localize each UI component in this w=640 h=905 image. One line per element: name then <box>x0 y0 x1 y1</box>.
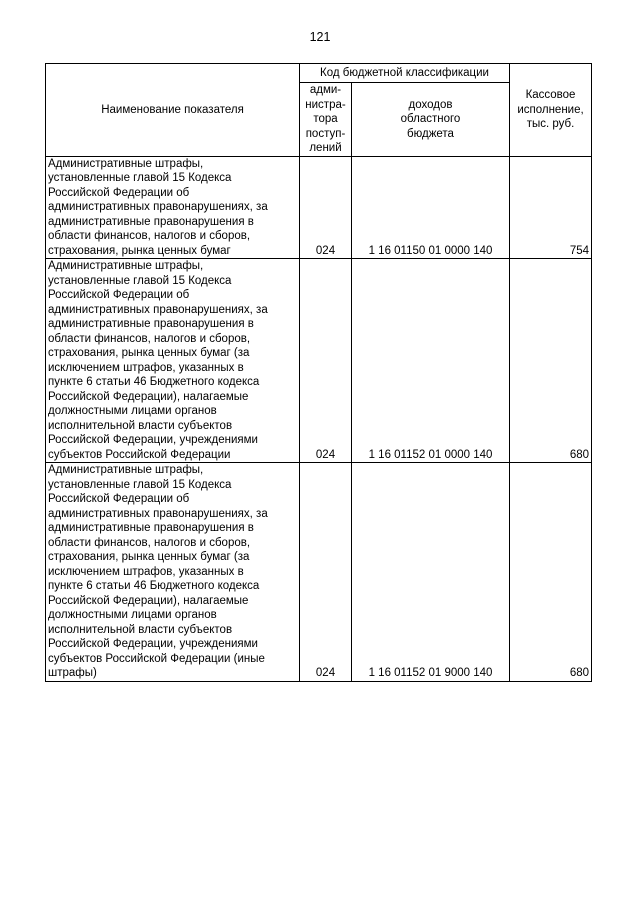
row-administrator-code: 024 <box>300 156 352 259</box>
row-cash-execution: 680 <box>510 259 592 463</box>
row-indicator-name: Административные штрафы, установленные главой 15 Кодекса Российской Федерации об административных правонарушениях, за административные правонарушения в области финансов, налогов и сборов, страхования, рынка ценных бумаг (за исключением штрафов, указанных в пункте 6 статьи 46 Бюджетного кодекса Российской Федерации), налагаемые должностными лицами органов исполнительной власти субъектов Российской Федерации, учреждениями субъектов Российской Федерации <box>46 259 300 463</box>
row-indicator-name: Административные штрафы, установленные главой 15 Кодекса Российской Федерации об административных правонарушениях, за административные правонарушения в области финансов, налогов и сборов, страхования, рынка ценных бумаг <box>46 156 300 259</box>
row-cash-execution: 754 <box>510 156 592 259</box>
table-row <box>46 156 592 259</box>
row-revenue-code: 1 16 01150 01 0000 140 <box>352 156 510 259</box>
table-header <box>46 64 592 157</box>
page-number: 121 <box>309 30 331 44</box>
header-budget-classification-code: Код бюджетной классификации <box>300 64 510 83</box>
row-cash-execution: 680 <box>510 463 592 682</box>
row-administrator-code: 024 <box>300 259 352 463</box>
budget-table <box>45 63 592 682</box>
table-body <box>46 156 592 681</box>
header-cash-execution: Кассовое исполнение, тыс. руб. <box>510 64 592 157</box>
row-administrator-code: 024 <box>300 463 352 682</box>
row-revenue-code: 1 16 01152 01 0000 140 <box>352 259 510 463</box>
table-row <box>46 463 592 682</box>
header-indicator-name: Наименование показателя <box>46 64 300 157</box>
header-revenue-administrator: адми- нистра- тора поступ- лений <box>300 83 352 157</box>
row-revenue-code: 1 16 01152 01 9000 140 <box>352 463 510 682</box>
row-indicator-name: Административные штрафы, установленные главой 15 Кодекса Российской Федерации об административных правонарушениях, за административные правонарушения в области финансов, налогов и сборов, страхования, рынка ценных бумаг (за исключением штрафов, указанных в пункте 6 статьи 46 Бюджетного кодекса Российской Федерации), налагаемые должностными лицами органов исполнительной власти субъектов Российской Федерации, учреждениями субъектов Российской Федерации (иные штрафы) <box>46 463 300 682</box>
header-regional-budget-revenue: доходов областного бюджета <box>352 83 510 157</box>
table-row <box>46 259 592 463</box>
